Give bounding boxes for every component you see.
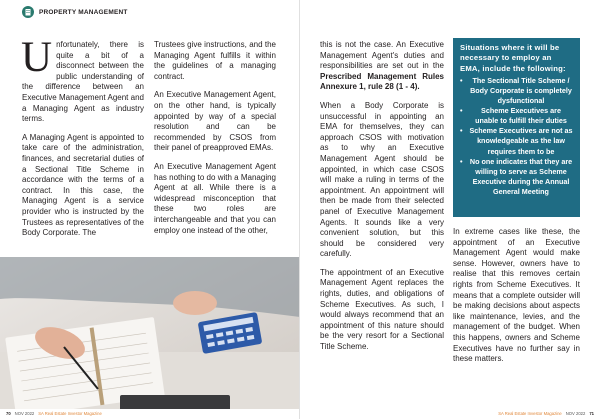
section-header: [22, 6, 128, 18]
intro-paragraph: [21, 34, 144, 125]
left-column-2: [154, 40, 276, 244]
left-footer: [6, 411, 102, 416]
right-page: [300, 0, 600, 419]
list-item: • Scheme Executives are not as knowledgeable as the law requires them to be: [460, 126, 573, 156]
left-column-1: [21, 34, 144, 247]
bullet-icon: •: [460, 106, 463, 116]
managing-agent-paragraph: A Managing Agent is appointed to take care of the administration, finances, and secretarial duties of a Sectional Title Scheme in accordance with the terms of a contract. In this case, the Managing Agent is a service provider who is instructed by the Trustees as representatives of the Body Corporate. The: [22, 132, 144, 238]
page-number: 70: [6, 411, 11, 416]
situations-list: [460, 76, 573, 197]
ema-situations-box: [453, 38, 580, 217]
page-number: 71: [589, 411, 594, 416]
building-icon: [22, 6, 34, 18]
rules-reference: Prescribed Management Rules Annexure 1, rule 28 (1 - 4).: [320, 71, 444, 92]
misconception-paragraph: An Executive Management Agent has nothing to do with a Managing Agent at all. While there is a widespread misconception that these two roles are interchangeable and that you can employ one instead of the other,: [154, 161, 276, 235]
box-heading: Situations where it will be necessary to employ an EMA, include the following:: [460, 43, 566, 73]
appointment-paragraph: The appointment of an Executive Management Agent replaces the rights, duties, and obligations of Scheme Executives. As such, I would always recommend that an appointment of this nature should be the very resort for a Sectional Title Scheme.: [320, 267, 444, 352]
list-item: • The Sectional Title Scheme / Body Corporate is completely dysfunctional: [460, 75, 572, 106]
desk-photo: [0, 257, 300, 409]
executive-agent-paragraph: An Executive Management Agent, on the other hand, is typically appointed by way of a special resolution and can be recommended by CSOS from their panel of preapproved EMAs.: [154, 90, 276, 153]
issue-date: NOV 2022: [14, 411, 35, 416]
intro-text: nfortunately, there is quite a bit of a disconnect between the public understanding of the difference between an Executive Management Agent and a Managing Agent as industry terms.: [22, 40, 144, 124]
bullet-icon: •: [460, 156, 463, 166]
drop-cap: U: [21, 34, 53, 81]
right-column-1: [320, 40, 444, 361]
csos-paragraph: When a Body Corporate is unsuccessful in appointing an EMA for themselves, they can approach CSOS with motivation as to why an Executive Management Agent should be appointed, in which case CSOS will make a ruling in terms of the appointment. An appointment will then be made from their selected panel of Executive Management Agents. It sounds like a very convenient solution, but this should be considered very carefully.: [320, 100, 444, 259]
right-column-2: [453, 227, 580, 373]
right-footer: [498, 411, 594, 416]
duties-text: this is not the case. An Executive Management Agent's duties and responsibilities are set out in the: [320, 40, 444, 71]
list-item: • No one indicates that they are willing to serve as Scheme Executive during the Annual General Meeting: [460, 156, 573, 196]
issue-date: NOV 2022: [565, 411, 586, 416]
magazine-name: SA Real Estate Investor Magazine: [38, 411, 102, 416]
bullet-icon: •: [460, 126, 463, 136]
bullet-icon: •: [460, 75, 463, 85]
trustees-paragraph: Trustees give instructions, and the Managing Agent fulfills it within the guidelines of a managing contract.: [154, 40, 276, 81]
duties-paragraph: [320, 40, 444, 93]
extreme-cases-paragraph: In extreme cases like these, the appointment of an Executive Management Agent would make sense. However, owners have to realise that this removes certain rights from Scheme Executives. It means that a complete outsider will be making decisions about aspects like maintenance, levies, and the management of the budget. When this happens, owners and Scheme Executives have no further say in these matters.: [453, 227, 580, 364]
list-item: • Scheme Executives are unable to fulfill their duties: [460, 106, 567, 126]
magazine-name: SA Real Estate Investor Magazine: [498, 411, 562, 416]
section-title: PROPERTY MANAGEMENT: [39, 8, 128, 16]
